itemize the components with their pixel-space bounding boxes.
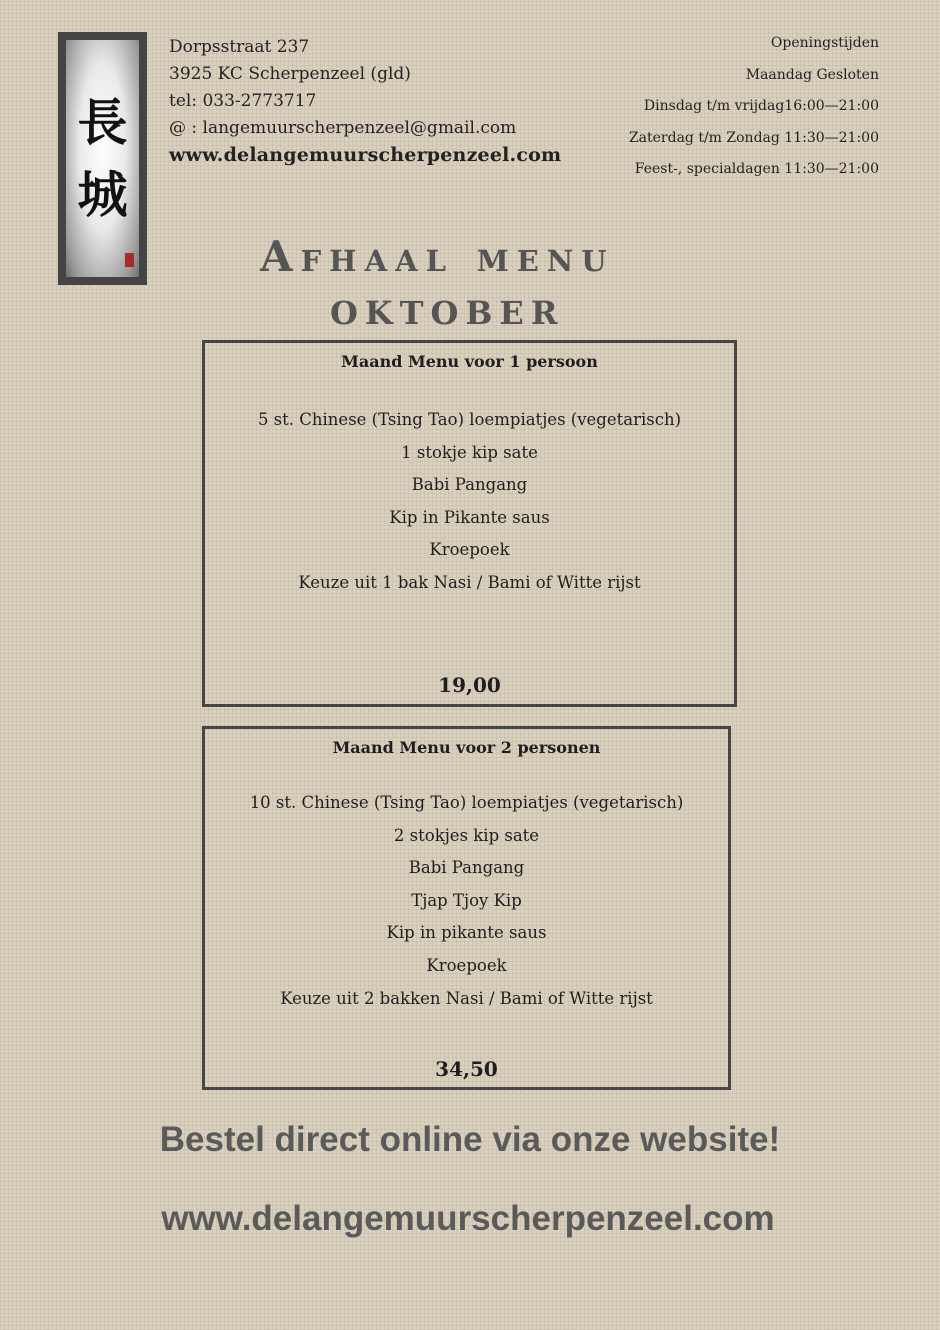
hours-line: Zaterdag t/m Zondag 11:30—21:00	[628, 129, 879, 146]
menu-price: 34,50	[435, 1057, 498, 1081]
order-online-callout: Bestel direct online via onze website!	[159, 1120, 781, 1159]
city-address: 3925 KC Scherpenzeel (gld)	[169, 64, 411, 84]
page-title: Afhaal menu	[260, 232, 615, 281]
menu-item: 5 st. Chinese (Tsing Tao) loempiatjes (vegetarisch)	[257, 410, 682, 429]
menu-item: Babi Pangang	[408, 858, 525, 878]
menu-box-2-persons	[202, 726, 731, 1090]
opening-hours-heading: Openingstijden	[770, 35, 879, 51]
website-link[interactable]: www.delangemuurscherpenzeel.com	[169, 144, 562, 166]
menu-item: Kroepoek	[426, 955, 507, 975]
menu-item: Kip in Pikante saus	[389, 507, 550, 527]
hours-line: Feest-, specialdagen 11:30—21:00	[634, 161, 879, 177]
menu-box-1-person	[202, 340, 737, 707]
red-seal-icon	[125, 253, 134, 267]
footer-website-link[interactable]: www.delangemuurscherpenzeel.com	[161, 1199, 775, 1238]
logo-character-1: 長	[77, 92, 128, 152]
menu-item: Keuze uit 1 bak Nasi / Bami of Witte rijst	[298, 572, 641, 592]
opening-hours	[629, 28, 879, 186]
logo-character-2: 城	[77, 164, 128, 224]
logo-scroll	[66, 40, 139, 277]
menu-items	[205, 404, 734, 600]
menu-item: Tjap Tjoy Kip	[411, 890, 522, 910]
menu-item: Keuze uit 2 bakken Nasi / Bami of Witte rijst	[280, 988, 653, 1008]
menu-title: Maand Menu voor 1 persoon	[341, 352, 598, 371]
menu-items	[205, 787, 728, 1015]
page-subtitle: OKTOBER	[330, 294, 565, 332]
menu-item: 10 st. Chinese (Tsing Tao) loempiatjes (vegetarisch)	[249, 793, 684, 812]
street-address: Dorpsstraat 237	[169, 37, 310, 57]
hours-line: Dinsdag t/m vrijdag16:00—21:00	[643, 98, 879, 114]
menu-item: 2 stokjes kip sate	[393, 825, 540, 845]
contact-block	[169, 34, 561, 169]
menu-price: 19,00	[438, 673, 501, 697]
menu-item: Kroepoek	[429, 540, 510, 560]
restaurant-logo	[58, 32, 147, 285]
menu-item: 1 stokje kip sate	[401, 442, 538, 462]
menu-title: Maand Menu voor 2 personen	[332, 738, 601, 757]
menu-item: Kip in pikante saus	[386, 923, 547, 943]
menu-item: Babi Pangang	[411, 475, 528, 495]
email-address[interactable]: @ : langemuurscherpenzeel@gmail.com	[169, 118, 517, 138]
phone-number: tel: 033-2773717	[169, 91, 317, 111]
hours-line: Maandag Gesloten	[745, 66, 879, 83]
